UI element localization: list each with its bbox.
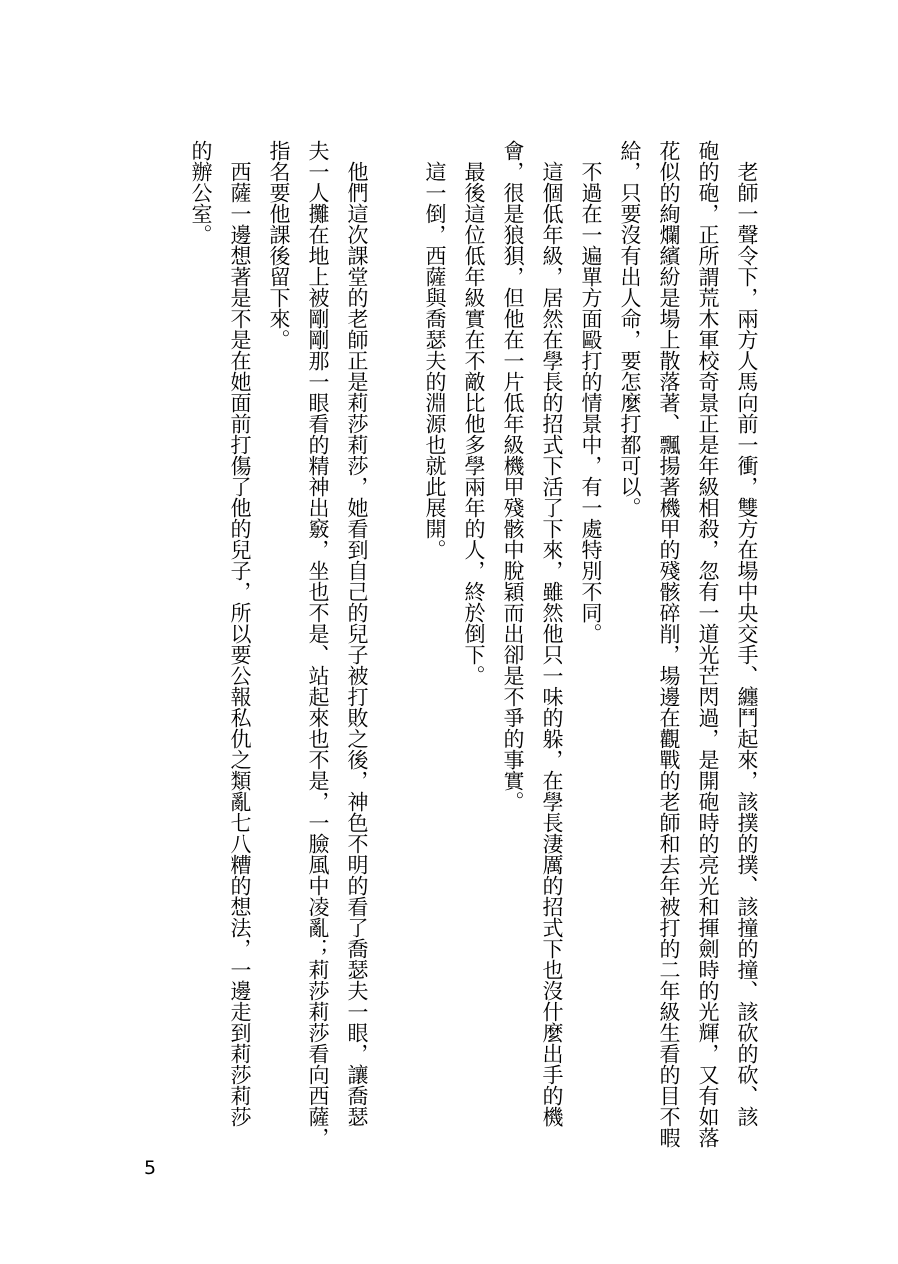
text-column: 花似的絢爛繽紛是場上散落著、飄揚著機甲的殘骸碎削，場邊在觀戰的老師和去年被打的二年級生看的目不暇 — [657, 140, 681, 1148]
text-column: 西薩一邊想著是不是在她面前打傷了他的兒子，所以要公報私仇之類亂七八糟的想法，一邊走到莉莎莉莎 — [228, 140, 252, 1127]
text-column: 最後這位低年級實在不敵比他多學兩年的人，終於倒下。 — [462, 140, 486, 686]
text-column: 這一倒，西薩與喬瑟夫的淵源也就此展開。 — [423, 140, 447, 560]
text-column: 這個低年級，居然在學長的招式下活了下來，雖然他只一味的躲，在學長淒厲的招式下也沒什麼出手的機 — [540, 140, 564, 1127]
text-column: 指名要他課後留下來。 — [267, 140, 291, 350]
page-number: 5 — [144, 1157, 157, 1179]
text-column: 會，很是狼狽，但他在一片低年級機甲殘骸中脫穎而出卻是不爭的事實。 — [501, 140, 525, 812]
text-column: 他們這次課堂的老師正是莉莎莉莎，她看到自己的兒子被打敗之後，神色不明的看了喬瑟夫一眼，讓喬瑟 — [345, 140, 369, 1127]
text-column: 老師一聲令下，兩方人馬向前一衝，雙方在場中央交手、纏鬥起來，該撲的撲、該撞的撞、該砍的砍、該 — [735, 140, 759, 1127]
text-column: 夫一人攤在地上被剛剛那一眼看的精神出竅，坐也不是、站起來也不是，一臉風中凌亂；莉莎莉莎看向西薩， — [306, 140, 330, 1148]
text-column: 砲的砲，正所謂荒木軍校奇景正是年級相殺，忽有一道光芒閃過，是開砲時的亮光和揮劍時的光輝，又有如落 — [696, 140, 720, 1148]
text-column: 不過在一遍單方面毆打的情景中，有一處特別不同。 — [579, 140, 603, 644]
text-column: 給，只要沒有出人命，要怎麼打都可以。 — [618, 140, 642, 518]
vertical-text-block — [150, 140, 760, 1190]
text-column: 的辦公室。 — [189, 140, 213, 245]
